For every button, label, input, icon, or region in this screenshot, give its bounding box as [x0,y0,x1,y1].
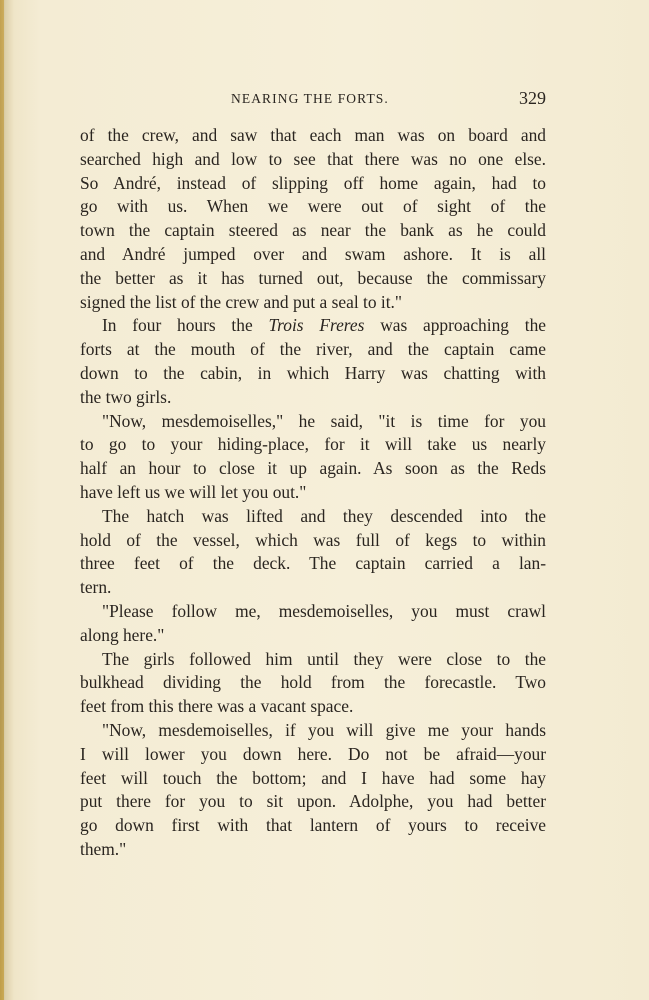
text-line: three feet of the deck. The captain carried a lan- [80,553,546,574]
book-binding-edge [0,0,4,1000]
text-line: searched high and low to see that there was no one else. [80,148,546,169]
text-line: have left us we will let you out." [80,481,307,502]
text-line: forts at the mouth of the river, and the captain came [80,339,546,360]
text-line: the two girls. [80,386,172,407]
text-line: along here." [80,624,165,645]
text-line: The girls followed him until they were close to the [102,648,546,669]
page-number: 329 [519,88,546,108]
text-line: them." [80,838,127,859]
text-line: bulkhead dividing the hold from the forecastle. Two [80,672,546,693]
running-head: NEARING THE FORTS. [231,91,389,106]
page-header [80,88,546,112]
ship-name: Trois Freres [268,315,365,336]
text-line: tern. [80,577,112,598]
text-line: half an hour to close it up again. As soon as the Reds [80,458,546,479]
text-line: the better as it has turned out, because the commissary [80,267,546,288]
text-line: In four hours the Trois Freres was approaching the [102,315,546,336]
text-line: to go to your hiding-place, for it will take us nearly [80,434,546,455]
text-line: down to the cabin, in which Harry was chatting with [80,362,546,383]
body-text [80,124,546,862]
text-line: "Now, mesdemoiselles, if you will give me your hands [102,719,546,740]
text-line: and André jumped over and swam ashore. It is all [80,243,546,264]
text-line: The hatch was lifted and they descended into the [102,505,546,526]
text-line: feet will touch the bottom; and I have had some hay [80,767,546,788]
text-line: signed the list of the crew and put a seal to it." [80,291,402,312]
text-line: town the captain steered as near the bank as he could [80,220,546,241]
text-line: "Please follow me, mesdemoiselles, you must crawl [102,600,546,621]
text-line: put there for you to sit upon. Adolphe, you had better [80,791,546,812]
text-line: So André, instead of slipping off home again, had to [80,172,546,193]
text-line: I will lower you down here. Do not be afraid—your [80,743,546,764]
text-line: go with us. When we were out of sight of the [80,196,546,217]
text-line: "Now, mesdemoiselles," he said, "it is time for you [102,410,546,431]
text-line: go down first with that lantern of yours to receive [80,815,546,836]
text-line: of the crew, and saw that each man was on board and [80,125,546,145]
text-line: hold of the vessel, which was full of kegs to within [80,529,546,550]
text-line: feet from this there was a vacant space. [80,696,354,717]
